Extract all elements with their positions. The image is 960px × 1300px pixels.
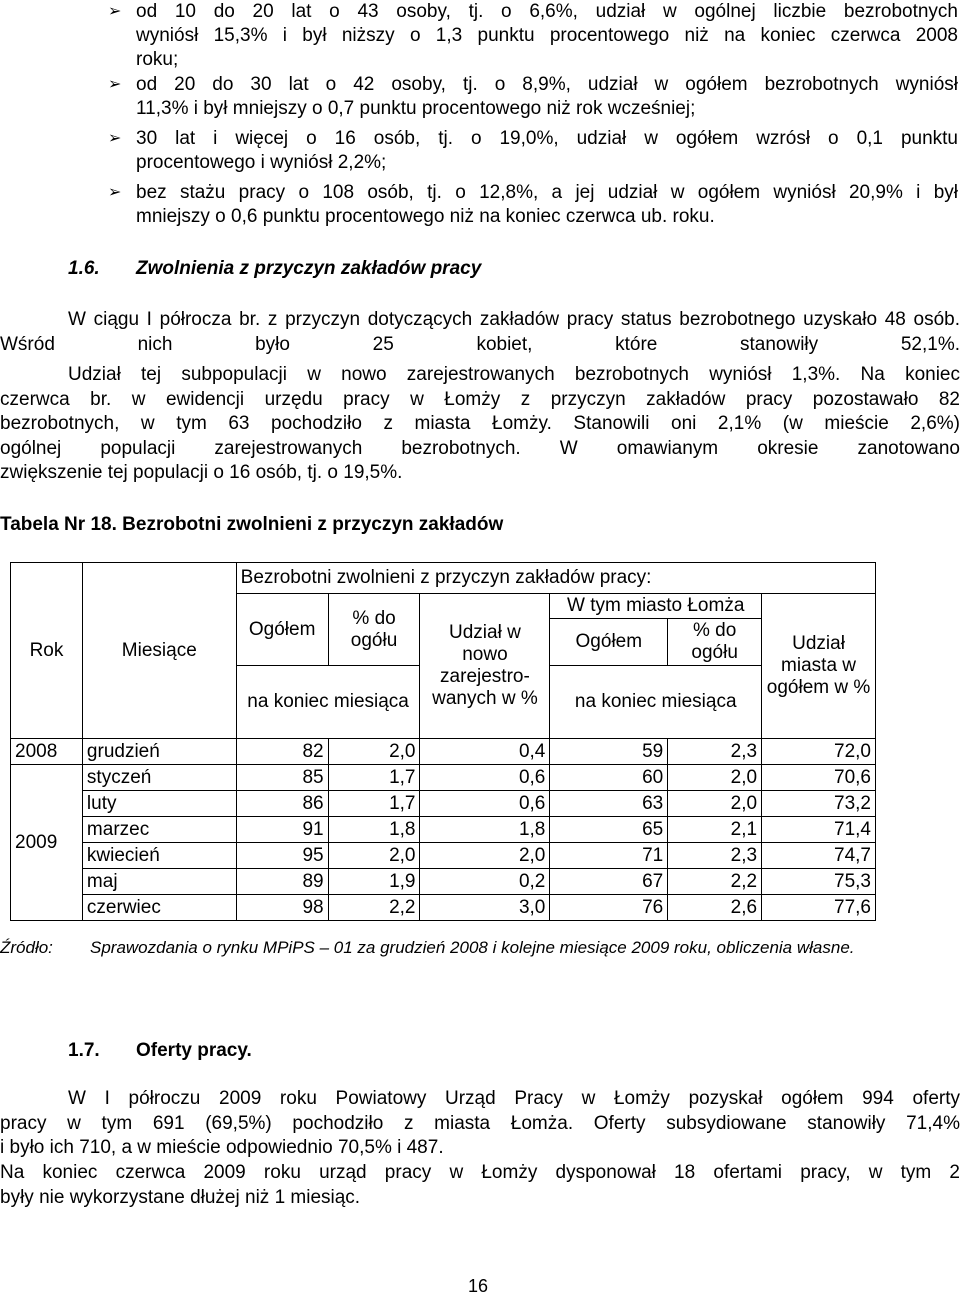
arrow-bullet-icon: ➢	[108, 76, 122, 93]
cell-m-pct: 2,0	[668, 791, 762, 817]
table-number: Tabela Nr 18.	[0, 514, 117, 535]
bullet-line: od 10 do 20 lat o 43 osoby, tj. o 6,6%, udział w ogólnej liczbie bezrobotnych	[136, 1, 958, 22]
cell-m-udzial: 70,6	[762, 765, 876, 791]
header-miesiace: Miesiące	[82, 563, 236, 739]
cell-ogolem: 85	[236, 765, 328, 791]
paragraph-line: i było ich 710, a w mieście odpowiednio 70,5% i 487.	[0, 1137, 444, 1159]
cell-m-pct: 2,2	[668, 869, 762, 895]
table-row	[11, 739, 876, 765]
paragraph-line: ogólnej populacji zarejestrowanych bezrobotnych. W omawianym okresie zanotowano	[0, 437, 960, 459]
header-udzial-nowo: Udział w nowo zarejestro-wanych w %	[420, 594, 550, 739]
section-number: 1.6.	[68, 258, 100, 279]
header-m-ogolem: Ogółem	[550, 619, 668, 666]
cell-udzial: 3,0	[420, 895, 550, 921]
paragraph-line: czerwca br. w ewidencji urzędu pracy w Łomży z przyczyn zakładów pracy pozostawało 82	[0, 388, 960, 410]
cell-m-ogolem: 60	[550, 765, 668, 791]
arrow-bullet-icon: ➢	[108, 3, 122, 20]
header-rok: Rok	[11, 563, 83, 739]
section-title: Oferty pracy.	[136, 1040, 252, 1061]
cell-month: luty	[82, 791, 236, 817]
table-row	[11, 895, 876, 921]
cell-pct: 2,0	[328, 843, 420, 869]
cell-month: maj	[82, 869, 236, 895]
paragraph-text: W ciągu I półrocza br. z przyczyn dotyczących zakładów pracy status bezrobotnego uzyskało 48 osób. Wśród nich było 25 kobiet, które stanowiły 52,1%.	[0, 309, 960, 355]
cell-month: kwiecień	[82, 843, 236, 869]
paragraph-line: Na koniec czerwca 2009 roku urząd pracy w Łomży dysponował 18 ofertami pracy, w tym 2	[0, 1162, 960, 1183]
cell-pct: 1,7	[328, 765, 420, 791]
bullet-line: 30 lat i więcej o 16 osób, tj. o 19,0%, udział w ogółem wzrósł o 0,1 punktu	[136, 128, 958, 149]
cell-month: styczeń	[82, 765, 236, 791]
header-m-pct-ogolu: % do ogółu	[668, 619, 762, 666]
table-caption: Bezrobotni zwolnieni z przyczyn zakładów	[122, 514, 504, 535]
cell-m-ogolem: 65	[550, 817, 668, 843]
cell-m-pct: 2,1	[668, 817, 762, 843]
unemployment-table	[10, 562, 876, 921]
bullet-line: bez stażu pracy o 108 osób, tj. o 12,8%, a jej udział w ogółem wyniósł 20,9% i był	[136, 182, 958, 203]
arrow-bullet-icon: ➢	[108, 184, 122, 201]
table-title	[0, 514, 503, 536]
cell-m-udzial: 73,2	[762, 791, 876, 817]
paragraph-line: zwiększenie tej populacji o 16 osób, tj. o 19,5%.	[0, 462, 403, 484]
header-ogolem: Ogółem	[236, 594, 328, 666]
section-title: Zwolnienia z przyczyn zakładów pracy	[136, 258, 482, 279]
cell-udzial: 0,6	[420, 765, 550, 791]
cell-m-udzial: 71,4	[762, 817, 876, 843]
bullet-line: roku;	[136, 49, 179, 70]
table-row	[11, 843, 876, 869]
cell-ogolem: 82	[236, 739, 328, 765]
cell-ogolem: 91	[236, 817, 328, 843]
cell-udzial: 1,8	[420, 817, 550, 843]
cell-m-ogolem: 63	[550, 791, 668, 817]
source-text: Sprawozdania o rynku MPiPS – 01 za grudzień 2008 i kolejne miesiące 2009 roku, obliczenia własne.	[90, 938, 855, 957]
cell-m-ogolem: 59	[550, 739, 668, 765]
cell-pct: 1,9	[328, 869, 420, 895]
bullet-line: od 20 do 30 lat o 42 osoby, tj. o 8,9%, udział w ogółem bezrobotnych wyniósł	[136, 74, 958, 95]
cell-m-udzial: 75,3	[762, 869, 876, 895]
cell-pct: 2,0	[328, 739, 420, 765]
source-label: Źródło:	[0, 938, 53, 957]
page-number: 16	[468, 1276, 489, 1296]
cell-pct: 2,2	[328, 895, 420, 921]
paragraph-line: pracy w tym 691 (69,5%) pochodziło z miasta Łomża. Oferty subsydiowane stanowiły 71,4%	[0, 1112, 960, 1134]
cell-month: marzec	[82, 817, 236, 843]
cell-year: 2008	[11, 739, 83, 765]
cell-month: czerwiec	[82, 895, 236, 921]
cell-ogolem: 98	[236, 895, 328, 921]
paragraph-line: bezrobotnych, w tym 63 pochodziło z miasta Łomży. Stanowili oni 2,1% (w mieście 2,6%)	[0, 413, 960, 435]
cell-ogolem: 95	[236, 843, 328, 869]
cell-udzial: 0,2	[420, 869, 550, 895]
header-m-na-koniec: na koniec miesiąca	[550, 666, 762, 739]
table-row	[11, 791, 876, 817]
cell-m-pct: 2,0	[668, 765, 762, 791]
table-row	[11, 765, 876, 791]
cell-udzial: 0,6	[420, 791, 550, 817]
header-miasto-group: W tym miasto Łomża	[550, 594, 762, 619]
header-group: Bezrobotni zwolnieni z przyczyn zakładów pracy:	[236, 563, 875, 594]
cell-ogolem: 86	[236, 791, 328, 817]
cell-m-udzial: 74,7	[762, 843, 876, 869]
cell-month: grudzień	[82, 739, 236, 765]
paragraph	[0, 1087, 960, 1161]
cell-m-ogolem: 67	[550, 869, 668, 895]
paragraph	[0, 363, 960, 486]
paragraph-line: były nie wykorzystane dłużej niż 1 miesiąc.	[0, 1186, 361, 1208]
table-row	[11, 869, 876, 895]
arrow-bullet-icon: ➢	[108, 130, 122, 147]
cell-year: 2009	[11, 765, 83, 921]
bullet-line: procentowego i wyniósł 2,2%;	[136, 152, 387, 173]
table-row	[11, 817, 876, 843]
cell-udzial: 0,4	[420, 739, 550, 765]
paragraph	[0, 308, 960, 357]
paragraph-line: W I półroczu 2009 roku Powiatowy Urząd Pracy w Łomży pozyskał ogółem 994 oferty	[68, 1088, 960, 1109]
cell-m-pct: 2,3	[668, 739, 762, 765]
bullet-line: wyniósł 15,3% i był niższy o 1,3 punktu procentowego niż na koniec czerwca 2008	[136, 25, 958, 46]
paragraph-line: Udział tej subpopulacji w nowo zarejestrowanych bezrobotnych wyniósł 1,3%. Na koniec	[68, 364, 960, 385]
cell-m-ogolem: 76	[550, 895, 668, 921]
paragraph	[0, 1161, 960, 1210]
header-udzial-miasta: Udział miasta w ogółem w %	[762, 594, 876, 739]
cell-pct: 1,7	[328, 791, 420, 817]
cell-pct: 1,8	[328, 817, 420, 843]
cell-udzial: 2,0	[420, 843, 550, 869]
cell-m-pct: 2,6	[668, 895, 762, 921]
cell-m-ogolem: 71	[550, 843, 668, 869]
section-number: 1.7.	[68, 1040, 100, 1061]
bullet-line: 11,3% i był mniejszy o 0,7 punktu procentowego niż rok wcześniej;	[136, 98, 696, 119]
cell-m-udzial: 77,6	[762, 895, 876, 921]
header-pct-ogolu: % do ogółu	[328, 594, 420, 666]
header-na-koniec: na koniec miesiąca	[236, 666, 420, 739]
cell-ogolem: 89	[236, 869, 328, 895]
cell-m-pct: 2,3	[668, 843, 762, 869]
cell-m-udzial: 72,0	[762, 739, 876, 765]
bullet-line: mniejszy o 0,6 punktu procentowego niż na koniec czerwca ub. roku.	[136, 206, 715, 227]
